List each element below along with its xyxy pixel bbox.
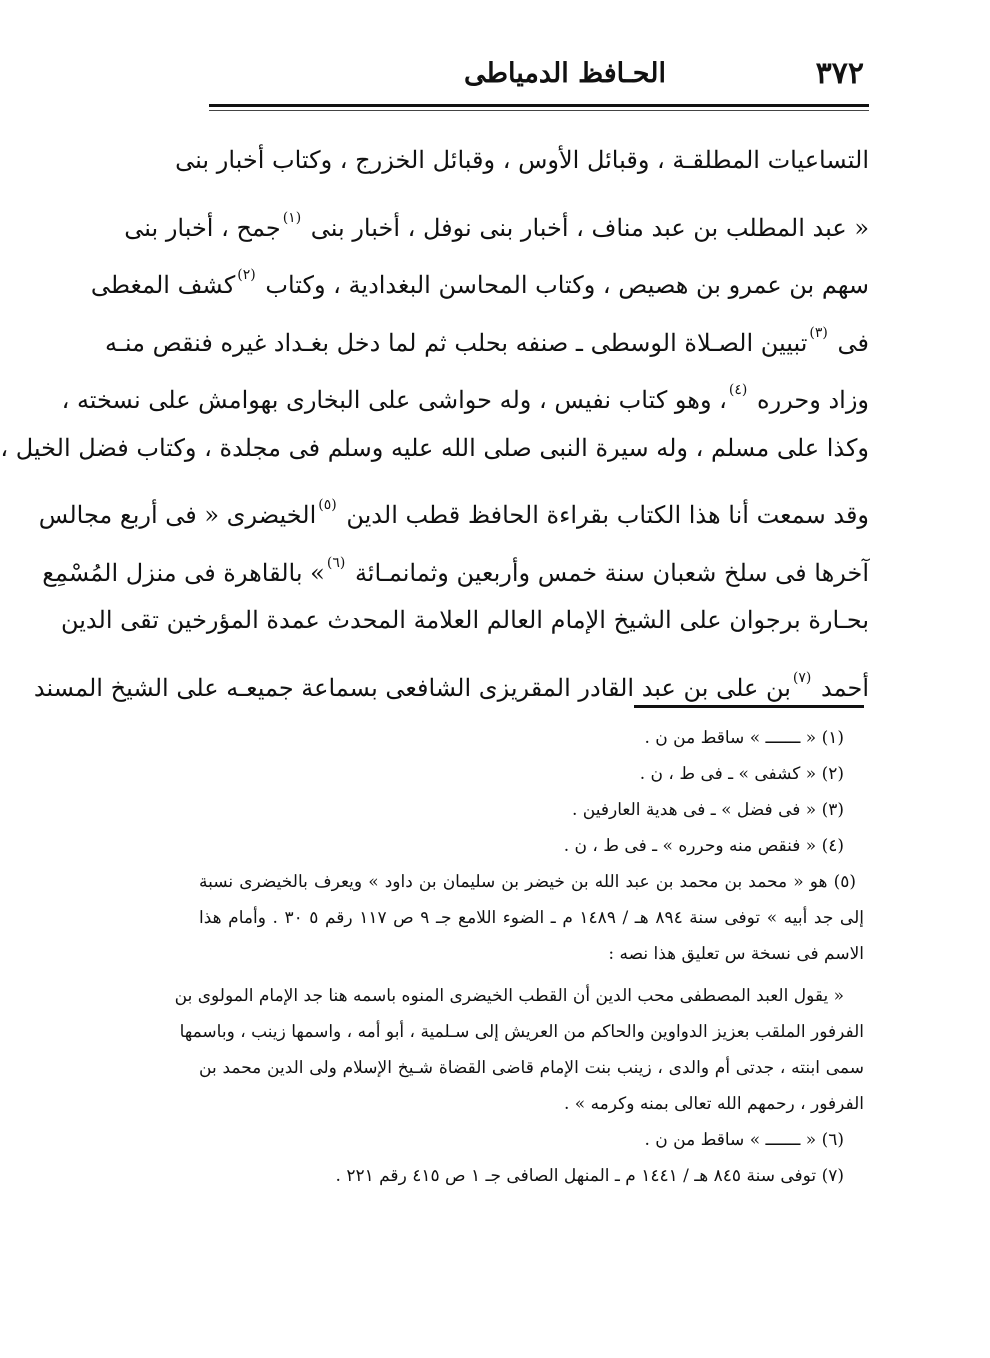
- text-line-4: فى $^{(٣)}$تبيين الصـلاة الوسطى ـ صنفه بحلب ثم لما دخل بغـداد غيره فنقص منـه: [105, 324, 869, 357]
- footnote-4: (٤) « فنقص منه وحرره » ـ فى ط ، ن .: [563, 836, 844, 856]
- header-rule: [209, 104, 869, 107]
- footnote-ref-7: (٧): [792, 669, 812, 686]
- text-line-7: وقد سمعت أنا هذا الكتاب بقراءة الحافظ قطب الدين $^{(٥)}$الخيضرى « فى أربع مجالس: [38, 497, 869, 529]
- text-line-8: آخرها فى سلخ شعبان سنة خمس وأربعين وثمانمـائة $^{(٦)}$» بالقاهرة فى منزل المُسْمِع: [42, 554, 869, 587]
- main-text: [0, 132, 869, 707]
- footnote-ref-2: (٢): [237, 267, 256, 283]
- footnote-3: (٣) « فى فضل » ـ فى هدية العارفين .: [572, 800, 844, 820]
- footnote-5-line-2: إلى جد أبيه » توفى سنة ٨٩٤ هـ / ١٤٨٩ م ـ الضوء اللامع جـ ٩ ص ١١٧ رقم ٥ ٣٠ . وأمام هذا: [199, 908, 864, 928]
- running-head: الحـافظ الدمياطى: [464, 58, 666, 89]
- text-line-2: « عبد المطلب بن عبد مناف ، أخبار بنى نوفل ، أخبار بنى $^{(١)}$جمح ، أخبار بنى: [124, 209, 869, 242]
- text-line-5: وزاد وحرره $^{(٤)}$، وهو كتاب نفيس ، وله حواشى على البخارى بهوامش على نسخته ،: [61, 382, 869, 414]
- text-line-6: وكذا على مسلم ، وله سيرة النبى صلى الله عليه وسلم فى مجلدة ، وكتاب فضل الخيل ،: [0, 433, 869, 462]
- footnotes: [174, 720, 864, 1194]
- text-line-3: سهم بن عمرو بن هصيص ، وكتاب المحاسن البغدادية ، وكتاب $^{(٢)}$كشف المغطى: [90, 267, 869, 299]
- text-line-1: التساعيات المطلقـة ، وقبائل الأوس ، وقبائل الخزرج ، وكتاب أخبار بنى: [175, 146, 869, 174]
- quote-line-4: الفرفور ، رحمهم الله تعالى بمنه وكرمه » .: [563, 1094, 864, 1114]
- footnote-ref-3: (٣): [809, 324, 828, 341]
- footnote-ref-4: (٤): [728, 382, 748, 398]
- header-rule-thin: [209, 110, 869, 111]
- quote-line-3: سمى ابنته ، جدتى أم والدى ، زينب بنت الإمام قاضى القضاة شـيخ الإسلام ولى الدين محمد بن: [199, 1058, 864, 1078]
- footnote-2: (٢) « كشفى » ـ فى ط ، ن .: [639, 764, 844, 784]
- footnote-5-line-1: (٥) هو « محمد بن محمد بن عبد الله بن خيضر بن سليمان بن داود » ويعرف بالخيضرى نسبة: [199, 872, 856, 892]
- text-line-10: أحمد $^{(٧)}$بن على بن عبد القادر المقريزى الشافعى بسماعة جميعـه على الشيخ المسند: [33, 669, 869, 702]
- footnote-7: (٧) توفى سنة ٨٤٥ هـ / ١٤٤١ م ـ المنهل الصافى جـ ١ ص ٤١٥ رقم ٢٢١ .: [335, 1166, 844, 1186]
- footnote-separator: [634, 705, 864, 708]
- footnote-ref-1: (١): [282, 209, 302, 226]
- text-line-9: بحـارة برجوان على الشيخ الإمام العالم العلامة المحدث عمدة المؤرخين تقى الدين: [60, 606, 869, 634]
- footnote-1: (١) « ـــــــ » ساقط من ن .: [644, 728, 844, 748]
- footnote-6: (٦) « ـــــــ » ساقط من ن .: [644, 1130, 844, 1150]
- page-header: [214, 54, 864, 98]
- footnote-ref-5: (٥): [318, 497, 337, 513]
- footnote-5-line-3: الاسم فى نسخة س تعليق هذا نصه :: [608, 944, 864, 964]
- quote-line-1: « يقول العبد المصطفى محب الدين أن القطب الخيضرى المنوه باسمه هنا جد الإمام المولوى بن: [174, 986, 844, 1006]
- page-number: ٣٧٢: [815, 56, 864, 91]
- footnote-ref-6: (٦): [326, 554, 346, 571]
- quote-line-2: الفرفور الملقب بعزيز الدواوين والحاكم من العريش إلى سـلمية ، أبو أمه ، واسمها زينب ، وباسمها: [179, 1022, 864, 1042]
